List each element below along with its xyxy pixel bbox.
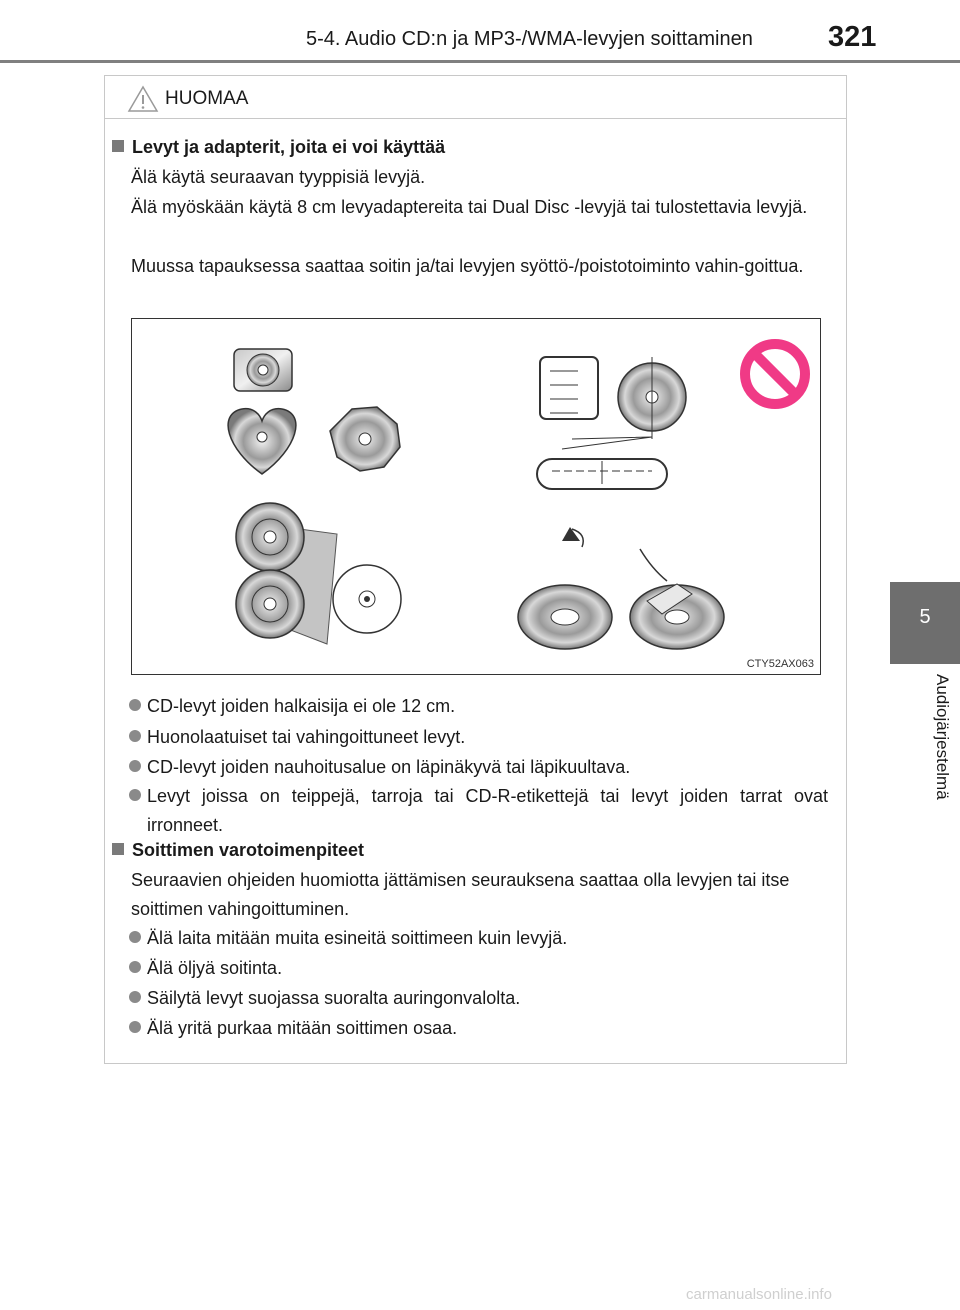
discs-illustration [132,319,819,673]
unusable-discs-figure [131,318,821,675]
chapter-tab[interactable] [890,582,960,664]
list-item: CD-levyt joiden halkaisija ei ole 12 cm. [110,692,828,721]
bullet-dot-icon [129,931,141,943]
list-item: Huonolaatuiset tai vahingoittuneet levyt. [110,723,828,752]
paragraph: Seuraavien ohjeiden huomiotta jättämisen seurauksena saattaa olla levyjen tai itse soittimen vahingoittuminen. [131,870,790,919]
watermark: carmanualsonline.info [686,1286,832,1303]
paragraph: Muussa tapauksessa saattaa soitin ja/tai levyjen syöttö-/poistotoiminto vahin-goittua. [131,256,804,276]
list-item: Levyt joissa on teippejä, tarroja tai CD-R-etikettejä tai levyt joiden tarrat ovat irronneet. [110,782,828,840]
header-rule [0,60,960,63]
list-item: Älä yritä purkaa mitään soittimen osaa. [110,1014,828,1043]
damaged-disc-detail [537,357,686,489]
bullet-dot-icon [129,1021,141,1033]
warning-icon [127,85,159,113]
disc-with-labels [518,527,724,649]
square-bullet-icon [112,140,124,152]
square-bullet-icon [112,843,124,855]
chapter-label: Audiojärjestelmä [933,674,952,800]
section-heading-discs: Levyt ja adapterit, joita ei voi käyttää [112,137,445,158]
note-header [105,76,846,119]
figure-code: CTY52AX063 [746,658,814,670]
page-header [0,0,960,62]
paragraph: Älä käytä seuraavan tyyppisiä levyjä. [131,167,426,187]
heart-shaped-disc [228,409,296,474]
list-item: Älä laita mitään muita esineitä soittimeen kuin levyjä. [110,924,828,953]
section-title: 5-4. Audio CD:n ja MP3-/WMA-levyjen soittaminen [306,28,753,50]
prohibition-icon [745,344,805,404]
bullet-dot-icon [129,699,141,711]
bullet-dot-icon [129,789,141,801]
note-title: HUOMAA [165,88,249,109]
square-disc [234,349,292,391]
list-item: CD-levyt joiden nauhoitusalue on läpinäkyvä tai läpikuultava. [110,753,828,782]
bullet-dot-icon [129,730,141,742]
bullet-dot-icon [129,961,141,973]
bullet-dot-icon [129,760,141,772]
chapter-number: 5 [919,606,931,628]
page-number: 321 [828,21,877,53]
list-item: Säilytä levyt suojassa suoralta auringonvalolta. [110,984,828,1013]
section-heading-precautions: Soittimen varotoimenpiteet [112,840,364,861]
bullet-dot-icon [129,991,141,1003]
list-item: Älä öljyä soitinta. [110,954,828,983]
adapter-discs [236,503,401,644]
paragraph: Älä myöskään käytä 8 cm levyadaptereita tai Dual Disc -levyjä tai tulostettavia levyjä. [131,197,808,217]
octagon-disc [330,407,400,471]
